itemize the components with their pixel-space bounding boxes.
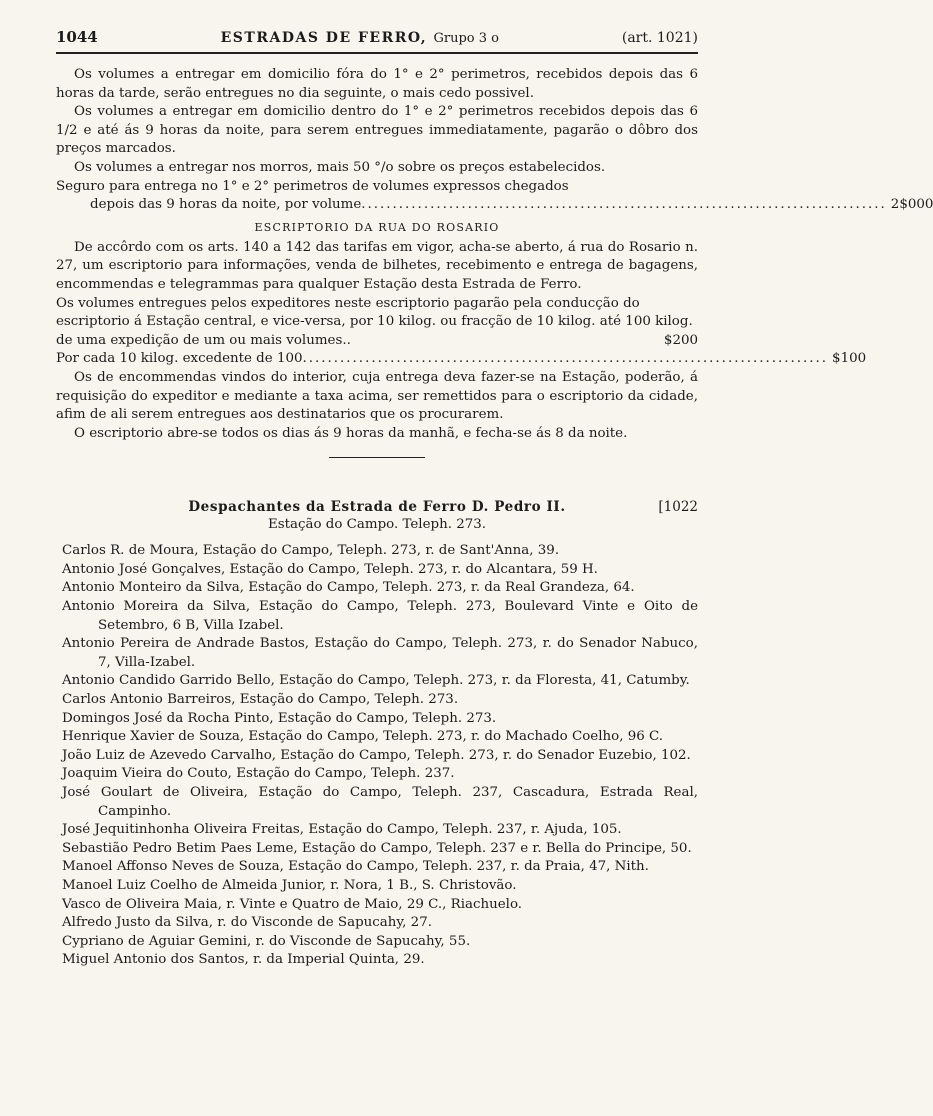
list-item: Cypriano de Aguiar Gemini, r. do Visconde de Sapucahy, 55.	[62, 933, 471, 949]
intro-paragraph-2: Os volumes a entregar em domicilio dentro do 1° e 2° perimetros recebidos depois das 6 1/2 e até ás 9 horas da noite, para serem entregues immediatamente, pagarão o dôbro dos preços marcados.	[56, 104, 698, 157]
escriptorio-paragraph-5: O escriptorio abre-se todos os dias ás 9 horas da manhã, e fecha-se ás 8 da noite.	[74, 425, 628, 441]
list-item: Carlos Antonio Barreiros, Estação do Campo, Teleph. 273.	[62, 692, 459, 708]
section-divider	[329, 457, 425, 458]
despachantes-article: [1022	[658, 499, 698, 516]
list-item: Antonio Monteiro da Silva, Estação do Campo, Teleph. 273, r. da Real Grandeza, 64.	[62, 580, 635, 596]
escriptorio-p2-text: Os volumes entregues pelos expeditores neste escriptorio pagarão pela conducção do escriptorio á Estação central, e vice-versa, por 10 kilog. ou fracção de 10 kilog. até 100 kilog. de uma expedição de um ou mais volumes..	[56, 295, 693, 348]
list-item: Manoel Affonso Neves de Souza, Estação do Campo, Teleph. 237, r. da Praia, 47, Nith.	[62, 859, 649, 875]
despachantes-title: Despachantes da Estrada de Ferro D. Pedro II.	[188, 499, 566, 516]
page-number: 1044	[56, 28, 98, 46]
despachantes-heading	[56, 498, 698, 516]
escriptorio-paragraph-3	[56, 350, 867, 369]
list-item: Miguel Antonio dos Santos, r. da Imperial Quinta, 29.	[62, 952, 425, 968]
list-item: Antonio Candido Garrido Bello, Estação do Campo, Teleph. 273, r. da Floresta, 41, Catumby.	[62, 673, 690, 689]
escriptorio-paragraph-4: Os de encommendas vindos do interior, cuja entrega deva fazer-se na Estação, poderão, á requisição do expeditor e mediante a taxa acima, ser remettidos para o escriptorio da cidade, afim de ali serem entregues aos destinatarios que os procurarem.	[56, 369, 698, 423]
escriptorio-paragraph-2	[56, 295, 698, 351]
document-page	[56, 28, 933, 970]
list-item: José Jequitinhonha Oliveira Freitas, Estação do Campo, Teleph. 237, r. Ajuda, 105.	[62, 822, 622, 838]
dot-leader: ....................................................................................	[302, 351, 829, 367]
running-header	[56, 28, 698, 54]
despachantes-subheading: Estação do Campo. Teleph. 273.	[267, 517, 487, 533]
list-item: Sebastião Pedro Betim Paes Leme, Estação do Campo, Teleph. 237 e r. Bella do Principe, 50.	[62, 840, 692, 856]
escriptorio-p2-amount: $200	[663, 332, 698, 348]
list-item: Manoel Luiz Coelho de Almeida Junior, r. Nora, 1 B., S. Christovão.	[62, 877, 517, 893]
header-title	[221, 30, 499, 46]
list-item: Carlos R. de Moura, Estação do Campo, Teleph. 273, r. de Sant'Anna, 39.	[62, 543, 560, 559]
seguro-amount: 2$000	[890, 197, 933, 213]
despachantes-list	[62, 542, 698, 970]
list-item: José Goulart de Oliveira, Estação do Campo, Teleph. 237, Cascadura, Estrada Real, Campinho.	[62, 785, 698, 819]
intro-paragraph-3: Os volumes a entregar nos morros, mais 50 °/o sobre os preços estabelecidos.	[74, 159, 606, 175]
list-item: Vasco de Oliveira Maia, r. Vinte e Quatro de Maio, 29 C., Riachuelo.	[62, 896, 523, 912]
header-group: Grupo 3 o	[433, 31, 499, 46]
escriptorio-heading: ESCRIPTORIO DA RUA DO ROSARIO	[254, 220, 500, 234]
seguro-line-1: Seguro para entrega no 1° e 2° perimetros de volumes expressos chegados	[56, 178, 569, 194]
escriptorio-p3-label: Por cada 10 kilog. excedente de 100	[56, 351, 303, 367]
list-item: Antonio José Gonçalves, Estação do Campo, Teleph. 273, r. do Alcantara, 59 H.	[62, 561, 598, 577]
list-item: Domingos José da Rocha Pinto, Estação do Campo, Teleph. 273.	[62, 710, 497, 726]
header-title-text: ESTRADAS DE FERRO,	[220, 30, 428, 46]
list-item: Henrique Xavier de Souza, Estação do Campo, Teleph. 273, r. do Machado Coelho, 96 C.	[62, 729, 664, 745]
list-item: Antonio Moreira da Silva, Estação do Campo, Teleph. 273, Boulevard Vinte e Oito de Setembro, 6 B, Villa Izabel.	[62, 599, 698, 633]
list-item: Alfredo Justo da Silva, r. do Visconde de Sapucahy, 27.	[62, 915, 432, 931]
dot-leader: ....................................................................................	[361, 197, 887, 213]
list-item: João Luiz de Azevedo Carvalho, Estação do Campo, Teleph. 273, r. do Senador Euzebio, 102.	[62, 747, 691, 763]
list-item: Antonio Pereira de Andrade Bastos, Estação do Campo, Teleph. 273, r. do Senador Nabuco, 7, Villa-Izabel.	[62, 636, 698, 670]
escriptorio-paragraph-1: De accôrdo com os arts. 140 a 142 das tarifas em vigor, acha-se aberto, á rua do Rosario n. 27, um escriptorio para informações, venda de bilhetes, recebimento e entrega de bagagens, encommendas e telegrammas para qualquer Estação desta Estrada de Ferro.	[56, 239, 698, 292]
intro-paragraph-1: Os volumes a entregar em domicilio fóra do 1° e 2° perimetros, recebidos depois das 6 horas da tarde, serão entregues no dia seguinte, o mais cedo possivel.	[56, 67, 698, 101]
list-item: Joaquim Vieira do Couto, Estação do Campo, Teleph. 237.	[62, 766, 455, 782]
header-article: (art. 1021)	[621, 30, 698, 46]
escriptorio-p3-amount: $100	[832, 351, 867, 367]
seguro-line-2	[56, 196, 933, 215]
seguro-label: depois das 9 horas da noite, por volume	[90, 197, 362, 213]
